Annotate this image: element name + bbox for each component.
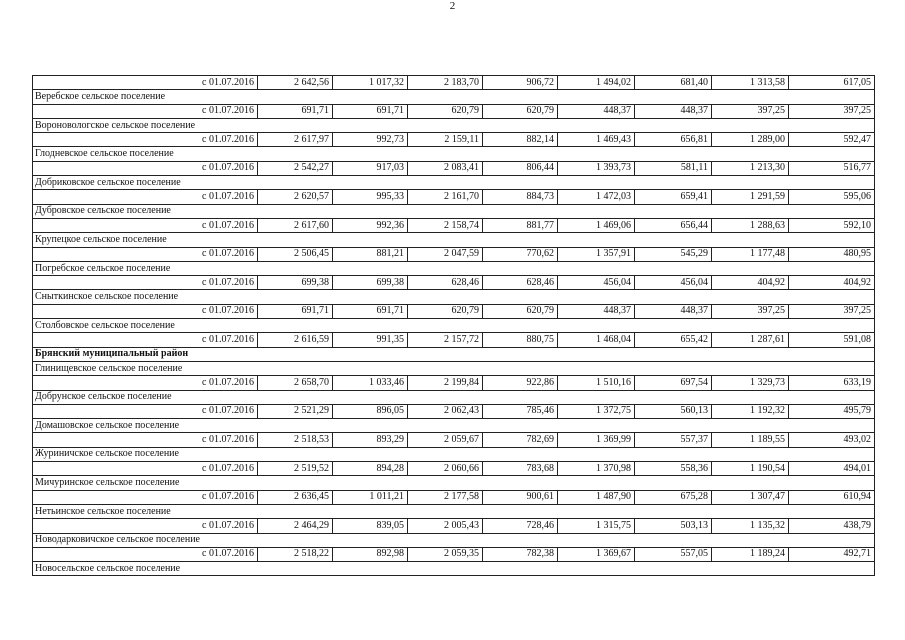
value-cell: 1 291,59 bbox=[712, 190, 789, 204]
settlement-name-row bbox=[33, 147, 875, 161]
value-cell: 404,92 bbox=[789, 276, 875, 290]
value-cell: 397,25 bbox=[712, 304, 789, 318]
value-cell: 495,79 bbox=[789, 404, 875, 418]
value-cell: 448,37 bbox=[635, 304, 712, 318]
value-cell: 438,79 bbox=[789, 519, 875, 533]
settlement-name: Домашовское сельское поселение bbox=[33, 419, 875, 433]
table-row bbox=[33, 247, 875, 261]
effective-date-cell: с 01.07.2016 bbox=[33, 304, 258, 318]
value-cell: 2 616,59 bbox=[258, 333, 333, 347]
value-cell: 1 033,46 bbox=[333, 376, 408, 390]
value-cell: 1 213,30 bbox=[712, 161, 789, 175]
value-cell: 503,13 bbox=[635, 519, 712, 533]
value-cell: 2 177,58 bbox=[408, 490, 483, 504]
value-cell: 591,08 bbox=[789, 333, 875, 347]
value-cell: 1 494,02 bbox=[558, 76, 635, 90]
value-cell: 397,25 bbox=[789, 104, 875, 118]
value-cell: 628,46 bbox=[408, 276, 483, 290]
value-cell: 896,05 bbox=[333, 404, 408, 418]
value-cell: 620,79 bbox=[408, 304, 483, 318]
value-cell: 2 658,70 bbox=[258, 376, 333, 390]
value-cell: 2 083,41 bbox=[408, 161, 483, 175]
value-cell: 2 159,11 bbox=[408, 133, 483, 147]
value-cell: 558,36 bbox=[635, 462, 712, 476]
value-cell: 1 329,73 bbox=[712, 376, 789, 390]
effective-date-cell: с 01.07.2016 bbox=[33, 519, 258, 533]
effective-date-cell: с 01.07.2016 bbox=[33, 276, 258, 290]
settlement-name: Добрунское сельское поселение bbox=[33, 390, 875, 404]
settlement-name-row bbox=[33, 419, 875, 433]
value-cell: 1 190,54 bbox=[712, 462, 789, 476]
table-row bbox=[33, 376, 875, 390]
value-cell: 397,25 bbox=[712, 104, 789, 118]
value-cell: 691,71 bbox=[333, 104, 408, 118]
value-cell: 1 189,55 bbox=[712, 433, 789, 447]
value-cell: 628,46 bbox=[483, 276, 558, 290]
value-cell: 1 369,67 bbox=[558, 547, 635, 561]
value-cell: 906,72 bbox=[483, 76, 558, 90]
value-cell: 1 011,21 bbox=[333, 490, 408, 504]
value-cell: 1 357,91 bbox=[558, 247, 635, 261]
value-cell: 882,14 bbox=[483, 133, 558, 147]
value-cell: 892,98 bbox=[333, 547, 408, 561]
value-cell: 900,61 bbox=[483, 490, 558, 504]
value-cell: 494,01 bbox=[789, 462, 875, 476]
value-cell: 1 487,90 bbox=[558, 490, 635, 504]
value-cell: 655,42 bbox=[635, 333, 712, 347]
value-cell: 782,69 bbox=[483, 433, 558, 447]
value-cell: 595,06 bbox=[789, 190, 875, 204]
value-cell: 1 135,32 bbox=[712, 519, 789, 533]
effective-date-cell: с 01.07.2016 bbox=[33, 376, 258, 390]
value-cell: 697,54 bbox=[635, 376, 712, 390]
settlement-name-row bbox=[33, 533, 875, 547]
value-cell: 2 059,35 bbox=[408, 547, 483, 561]
value-cell: 617,05 bbox=[789, 76, 875, 90]
value-cell: 620,79 bbox=[483, 304, 558, 318]
value-cell: 2 617,60 bbox=[258, 218, 333, 232]
value-cell: 922,86 bbox=[483, 376, 558, 390]
table-row bbox=[33, 161, 875, 175]
settlement-name-row bbox=[33, 504, 875, 518]
settlement-name-row bbox=[33, 361, 875, 375]
settlement-name: Мичуринское сельское поселение bbox=[33, 476, 875, 490]
value-cell: 1 017,32 bbox=[333, 76, 408, 90]
value-cell: 1 468,04 bbox=[558, 333, 635, 347]
settlement-name: Глинищевское сельское поселение bbox=[33, 361, 875, 375]
table-row bbox=[33, 218, 875, 232]
value-cell: 893,29 bbox=[333, 433, 408, 447]
settlement-name-row bbox=[33, 261, 875, 275]
settlement-name-row bbox=[33, 204, 875, 218]
effective-date-cell: с 01.07.2016 bbox=[33, 490, 258, 504]
settlement-name: Глодневское сельское поселение bbox=[33, 147, 875, 161]
effective-date-cell: с 01.07.2016 bbox=[33, 218, 258, 232]
value-cell: 448,37 bbox=[635, 104, 712, 118]
value-cell: 2 062,43 bbox=[408, 404, 483, 418]
table-row bbox=[33, 547, 875, 561]
value-cell: 2 521,29 bbox=[258, 404, 333, 418]
settlement-name-row bbox=[33, 476, 875, 490]
value-cell: 592,47 bbox=[789, 133, 875, 147]
settlement-name: Вороновологское сельское поселение bbox=[33, 118, 875, 132]
value-cell: 516,77 bbox=[789, 161, 875, 175]
table-row bbox=[33, 519, 875, 533]
settlement-name-row bbox=[33, 176, 875, 190]
settlement-name-row bbox=[33, 233, 875, 247]
table-row bbox=[33, 490, 875, 504]
value-cell: 2 183,70 bbox=[408, 76, 483, 90]
value-cell: 1 469,06 bbox=[558, 218, 635, 232]
value-cell: 728,46 bbox=[483, 519, 558, 533]
value-cell: 699,38 bbox=[333, 276, 408, 290]
effective-date-cell: с 01.07.2016 bbox=[33, 547, 258, 561]
value-cell: 2 519,52 bbox=[258, 462, 333, 476]
value-cell: 894,28 bbox=[333, 462, 408, 476]
effective-date-cell: с 01.07.2016 bbox=[33, 133, 258, 147]
settlement-name: Новодарковичское сельское поселение bbox=[33, 533, 875, 547]
value-cell: 691,71 bbox=[333, 304, 408, 318]
settlement-name: Веребское сельское поселение bbox=[33, 90, 875, 104]
settlement-name-row bbox=[33, 562, 875, 576]
effective-date-cell: с 01.07.2016 bbox=[33, 462, 258, 476]
value-cell: 2 636,45 bbox=[258, 490, 333, 504]
value-cell: 806,44 bbox=[483, 161, 558, 175]
value-cell: 557,05 bbox=[635, 547, 712, 561]
value-cell: 2 158,74 bbox=[408, 218, 483, 232]
settlement-name-row bbox=[33, 319, 875, 333]
value-cell: 1 177,48 bbox=[712, 247, 789, 261]
value-cell: 656,44 bbox=[635, 218, 712, 232]
value-cell: 699,38 bbox=[258, 276, 333, 290]
value-cell: 2 506,45 bbox=[258, 247, 333, 261]
value-cell: 2 464,29 bbox=[258, 519, 333, 533]
value-cell: 610,94 bbox=[789, 490, 875, 504]
value-cell: 659,41 bbox=[635, 190, 712, 204]
value-cell: 581,11 bbox=[635, 161, 712, 175]
value-cell: 881,21 bbox=[333, 247, 408, 261]
value-cell: 1 289,00 bbox=[712, 133, 789, 147]
value-cell: 2 518,22 bbox=[258, 547, 333, 561]
settlement-name-row bbox=[33, 290, 875, 304]
settlement-name: Новосельское сельское поселение bbox=[33, 562, 875, 576]
value-cell: 1 369,99 bbox=[558, 433, 635, 447]
settlement-name-row bbox=[33, 118, 875, 132]
settlement-name: Погребское сельское поселение bbox=[33, 261, 875, 275]
value-cell: 404,92 bbox=[712, 276, 789, 290]
value-cell: 1 372,75 bbox=[558, 404, 635, 418]
settlement-name-row bbox=[33, 390, 875, 404]
value-cell: 839,05 bbox=[333, 519, 408, 533]
value-cell: 620,79 bbox=[408, 104, 483, 118]
value-cell: 545,29 bbox=[635, 247, 712, 261]
table-row bbox=[33, 104, 875, 118]
effective-date-cell: с 01.07.2016 bbox=[33, 433, 258, 447]
value-cell: 992,73 bbox=[333, 133, 408, 147]
value-cell: 881,77 bbox=[483, 218, 558, 232]
value-cell: 1 313,58 bbox=[712, 76, 789, 90]
value-cell: 1 315,75 bbox=[558, 519, 635, 533]
table-row bbox=[33, 404, 875, 418]
settlement-name: Дубровское сельское поселение bbox=[33, 204, 875, 218]
table-row bbox=[33, 462, 875, 476]
table-row bbox=[33, 76, 875, 90]
settlement-name: Столбовское сельское поселение bbox=[33, 319, 875, 333]
value-cell: 992,36 bbox=[333, 218, 408, 232]
table-row bbox=[33, 333, 875, 347]
value-cell: 1 510,16 bbox=[558, 376, 635, 390]
value-cell: 917,03 bbox=[333, 161, 408, 175]
value-cell: 1 469,43 bbox=[558, 133, 635, 147]
settlement-name: Крупецкое сельское поселение bbox=[33, 233, 875, 247]
value-cell: 1 472,03 bbox=[558, 190, 635, 204]
value-cell: 880,75 bbox=[483, 333, 558, 347]
value-cell: 560,13 bbox=[635, 404, 712, 418]
value-cell: 681,40 bbox=[635, 76, 712, 90]
value-cell: 2 005,43 bbox=[408, 519, 483, 533]
value-cell: 456,04 bbox=[635, 276, 712, 290]
value-cell: 991,35 bbox=[333, 333, 408, 347]
page-number: 2 bbox=[449, 0, 456, 12]
value-cell: 691,71 bbox=[258, 104, 333, 118]
table-row bbox=[33, 190, 875, 204]
value-cell: 1 393,73 bbox=[558, 161, 635, 175]
effective-date-cell: с 01.07.2016 bbox=[33, 333, 258, 347]
effective-date-cell: с 01.07.2016 bbox=[33, 190, 258, 204]
value-cell: 397,25 bbox=[789, 304, 875, 318]
value-cell: 884,73 bbox=[483, 190, 558, 204]
value-cell: 2 161,70 bbox=[408, 190, 483, 204]
value-cell: 770,62 bbox=[483, 247, 558, 261]
value-cell: 783,68 bbox=[483, 462, 558, 476]
settlement-name: Журиничское сельское поселение bbox=[33, 447, 875, 461]
value-cell: 656,81 bbox=[635, 133, 712, 147]
value-cell: 1 288,63 bbox=[712, 218, 789, 232]
value-cell: 492,71 bbox=[789, 547, 875, 561]
value-cell: 1 192,32 bbox=[712, 404, 789, 418]
value-cell: 448,37 bbox=[558, 104, 635, 118]
value-cell: 2 620,57 bbox=[258, 190, 333, 204]
settlement-name: Добриковское сельское поселение bbox=[33, 176, 875, 190]
effective-date-cell: с 01.07.2016 bbox=[33, 247, 258, 261]
effective-date-cell: с 01.07.2016 bbox=[33, 76, 258, 90]
table-row bbox=[33, 133, 875, 147]
value-cell: 456,04 bbox=[558, 276, 635, 290]
value-cell: 480,95 bbox=[789, 247, 875, 261]
table-row bbox=[33, 276, 875, 290]
value-cell: 675,28 bbox=[635, 490, 712, 504]
value-cell: 691,71 bbox=[258, 304, 333, 318]
value-cell: 2 059,67 bbox=[408, 433, 483, 447]
district-name: Брянский муниципальный район bbox=[33, 347, 875, 361]
value-cell: 557,37 bbox=[635, 433, 712, 447]
value-cell: 785,46 bbox=[483, 404, 558, 418]
value-cell: 995,33 bbox=[333, 190, 408, 204]
value-cell: 2 518,53 bbox=[258, 433, 333, 447]
value-cell: 2 617,97 bbox=[258, 133, 333, 147]
table-row bbox=[33, 433, 875, 447]
district-header-row bbox=[33, 347, 875, 361]
settlement-name-row bbox=[33, 447, 875, 461]
effective-date-cell: с 01.07.2016 bbox=[33, 104, 258, 118]
value-cell: 782,38 bbox=[483, 547, 558, 561]
value-cell: 1 189,24 bbox=[712, 547, 789, 561]
value-cell: 1 307,47 bbox=[712, 490, 789, 504]
value-cell: 2 542,27 bbox=[258, 161, 333, 175]
table-row bbox=[33, 304, 875, 318]
value-cell: 2 157,72 bbox=[408, 333, 483, 347]
value-cell: 2 199,84 bbox=[408, 376, 483, 390]
value-cell: 2 047,59 bbox=[408, 247, 483, 261]
value-cell: 493,02 bbox=[789, 433, 875, 447]
value-cell: 2 060,66 bbox=[408, 462, 483, 476]
value-cell: 620,79 bbox=[483, 104, 558, 118]
value-cell: 1 370,98 bbox=[558, 462, 635, 476]
tariff-table bbox=[32, 75, 875, 576]
effective-date-cell: с 01.07.2016 bbox=[33, 404, 258, 418]
table-body bbox=[33, 76, 875, 576]
value-cell: 1 287,61 bbox=[712, 333, 789, 347]
value-cell: 448,37 bbox=[558, 304, 635, 318]
value-cell: 633,19 bbox=[789, 376, 875, 390]
value-cell: 2 642,56 bbox=[258, 76, 333, 90]
settlement-name: Нетьинское сельское поселение bbox=[33, 504, 875, 518]
settlement-name-row bbox=[33, 90, 875, 104]
effective-date-cell: с 01.07.2016 bbox=[33, 161, 258, 175]
value-cell: 592,10 bbox=[789, 218, 875, 232]
settlement-name: Сныткинское сельское поселение bbox=[33, 290, 875, 304]
